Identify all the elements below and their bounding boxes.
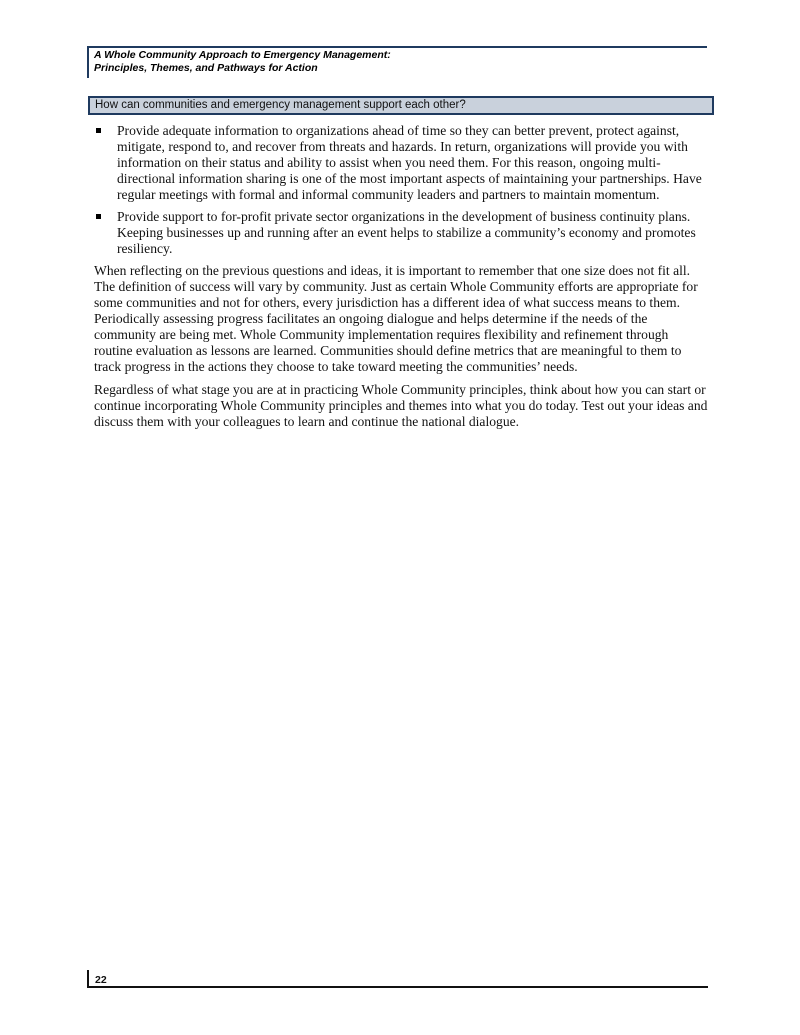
list-item xyxy=(94,123,708,203)
running-header xyxy=(87,46,707,78)
list-item xyxy=(94,209,708,257)
body-paragraph: When reflecting on the previous questions and ideas, it is important to remember that one size does not fit all. The definition of success will vary by community. Just as certain Whole Community efforts are appropriate for some communities and not for others, every jurisdiction has a different idea of what success means to them. Periodically assessing progress facilitates an ongoing dialogue and helps determine if the needs of the community are being met. Whole Community implementation requires flexibility and refinement through routine evaluation as lessons are learned. Communities should define metrics that are meaningful to them to track progress in the actions they choose to take toward meeting the communities’ needs. xyxy=(94,263,698,374)
body-content xyxy=(94,123,708,437)
header-title-line-2: Principles, Themes, and Pathways for Action xyxy=(94,62,318,74)
page-number: 22 xyxy=(95,974,107,986)
bullet-list xyxy=(94,123,708,257)
header-title-line-1: A Whole Community Approach to Emergency Management: xyxy=(94,49,391,61)
square-bullet-icon xyxy=(96,128,101,133)
bullet-text: Provide support to for-profit private sector organizations in the development of business continuity plans. Keeping businesses up and running after an event helps to stabilize a community’s economy and promotes resiliency. xyxy=(117,209,696,256)
body-paragraph: Regardless of what stage you are at in practicing Whole Community principles, think about how you can start or continue incorporating Whole Community principles and themes into what you do today. Test out your ideas and discuss them with your colleagues to learn and continue the national dialogue. xyxy=(94,382,708,429)
square-bullet-icon xyxy=(96,214,101,219)
page-footer xyxy=(87,970,708,988)
section-question-heading: How can communities and emergency management support each other? xyxy=(88,96,714,115)
bullet-text: Provide adequate information to organizations ahead of time so they can better prevent, protect against, mitigate, respond to, and recover from threats and hazards. In return, organizations will provide you with information on their status and ability to assist when you need them. For this reason, ongoing multi-directional information sharing is one of the most important aspects of maintaining your partnerships. Have regular meetings with formal and informal community leaders and partners to maintain momentum. xyxy=(117,123,702,202)
